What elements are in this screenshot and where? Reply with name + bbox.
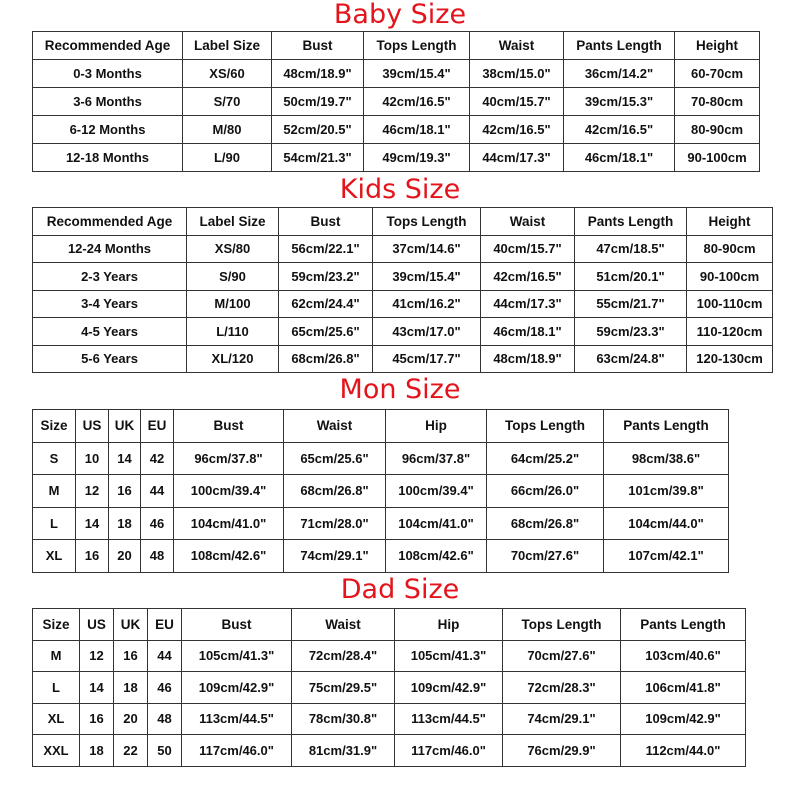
column-header: Waist xyxy=(292,609,395,641)
table-cell: 81cm/31.9" xyxy=(292,735,395,767)
column-header: Pants Length xyxy=(621,609,746,641)
table-cell: 16 xyxy=(114,640,148,672)
table-cell: 104cm/41.0" xyxy=(174,507,284,540)
table-cell: 103cm/40.6" xyxy=(621,640,746,672)
table-cell: 90-100cm xyxy=(675,144,760,172)
table-row xyxy=(33,345,773,373)
table-cell: 96cm/37.8" xyxy=(386,442,487,475)
column-header: UK xyxy=(109,410,141,443)
dad-size-table xyxy=(32,608,746,767)
table-cell: 12 xyxy=(76,475,109,508)
table-cell: 62cm/24.4" xyxy=(279,290,373,318)
baby-header-row xyxy=(33,32,760,60)
table-row xyxy=(33,703,746,735)
table-cell: 3-4 Years xyxy=(33,290,187,318)
table-cell: 70-80cm xyxy=(675,88,760,116)
table-cell: 0-3 Months xyxy=(33,60,183,88)
table-cell: 44 xyxy=(141,475,174,508)
table-cell: 51cm/20.1" xyxy=(575,263,687,291)
table-cell: 78cm/30.8" xyxy=(292,703,395,735)
table-cell: 20 xyxy=(114,703,148,735)
column-header: Label Size xyxy=(183,32,272,60)
kids-size-title: Kids Size xyxy=(339,174,461,205)
table-cell: M xyxy=(33,475,76,508)
table-row xyxy=(33,475,729,508)
table-cell: 100cm/39.4" xyxy=(386,475,487,508)
table-cell: 48 xyxy=(148,703,182,735)
table-cell: 46cm/18.1" xyxy=(364,116,470,144)
table-cell: 63cm/24.8" xyxy=(575,345,687,373)
table-cell: 120-130cm xyxy=(687,345,773,373)
table-cell: 10 xyxy=(76,442,109,475)
table-row xyxy=(33,60,760,88)
mom-header-row xyxy=(33,410,729,443)
table-cell: 104cm/44.0" xyxy=(604,507,729,540)
column-header: EU xyxy=(141,410,174,443)
table-cell: 18 xyxy=(114,672,148,704)
table-cell: 80-90cm xyxy=(675,116,760,144)
table-cell: 113cm/44.5" xyxy=(395,703,503,735)
table-cell: 59cm/23.2" xyxy=(279,263,373,291)
column-header: Hip xyxy=(386,410,487,443)
table-cell: 65cm/25.6" xyxy=(279,318,373,346)
table-cell: 74cm/29.1" xyxy=(503,703,621,735)
table-cell: 101cm/39.8" xyxy=(604,475,729,508)
kids-header-row xyxy=(33,208,773,236)
column-header: Bust xyxy=(174,410,284,443)
table-cell: 104cm/41.0" xyxy=(386,507,487,540)
table-cell: 18 xyxy=(80,735,114,767)
table-cell: 40cm/15.7" xyxy=(470,88,564,116)
table-cell: 109cm/42.9" xyxy=(182,672,292,704)
column-header: Label Size xyxy=(187,208,279,236)
dad-header-row xyxy=(33,609,746,641)
table-row xyxy=(33,442,729,475)
table-cell: 42cm/16.5" xyxy=(364,88,470,116)
table-cell: 22 xyxy=(114,735,148,767)
table-cell: 44cm/17.3" xyxy=(470,144,564,172)
mom-size-title: Mon Size xyxy=(339,374,461,405)
table-cell: M/100 xyxy=(187,290,279,318)
table-cell: 48cm/18.9" xyxy=(272,60,364,88)
column-header: Tops Length xyxy=(364,32,470,60)
table-cell: 52cm/20.5" xyxy=(272,116,364,144)
table-cell: 5-6 Years xyxy=(33,345,187,373)
table-cell: S xyxy=(33,442,76,475)
table-cell: 16 xyxy=(109,475,141,508)
table-cell: 100-110cm xyxy=(687,290,773,318)
table-cell: XL xyxy=(33,703,80,735)
table-cell: 107cm/42.1" xyxy=(604,540,729,573)
table-cell: 75cm/29.5" xyxy=(292,672,395,704)
column-header: Height xyxy=(687,208,773,236)
table-cell: 46 xyxy=(141,507,174,540)
table-cell: 98cm/38.6" xyxy=(604,442,729,475)
column-header: Pants Length xyxy=(564,32,675,60)
table-cell: 60-70cm xyxy=(675,60,760,88)
table-cell: 46cm/18.1" xyxy=(564,144,675,172)
table-cell: 113cm/44.5" xyxy=(182,703,292,735)
table-cell: 42cm/16.5" xyxy=(564,116,675,144)
table-cell: 100cm/39.4" xyxy=(174,475,284,508)
baby-size-title: Baby Size xyxy=(333,0,467,30)
column-header: Pants Length xyxy=(604,410,729,443)
table-cell: 110-120cm xyxy=(687,318,773,346)
table-cell: 55cm/21.7" xyxy=(575,290,687,318)
table-cell: L xyxy=(33,507,76,540)
table-cell: 37cm/14.6" xyxy=(373,235,481,263)
column-header: Bust xyxy=(272,32,364,60)
table-cell: 112cm/44.0" xyxy=(621,735,746,767)
table-cell: 80-90cm xyxy=(687,235,773,263)
table-cell: 117cm/46.0" xyxy=(395,735,503,767)
table-cell: 105cm/41.3" xyxy=(395,640,503,672)
column-header: Bust xyxy=(279,208,373,236)
table-row xyxy=(33,540,729,573)
table-cell: 54cm/21.3" xyxy=(272,144,364,172)
column-header: Tops Length xyxy=(487,410,604,443)
table-cell: 16 xyxy=(80,703,114,735)
table-cell: XS/60 xyxy=(183,60,272,88)
table-cell: 4-5 Years xyxy=(33,318,187,346)
table-row xyxy=(33,507,729,540)
table-cell: L/110 xyxy=(187,318,279,346)
table-row xyxy=(33,290,773,318)
column-header: Size xyxy=(33,410,76,443)
table-row xyxy=(33,116,760,144)
table-cell: 96cm/37.8" xyxy=(174,442,284,475)
table-cell: 39cm/15.4" xyxy=(373,263,481,291)
table-cell: 72cm/28.3" xyxy=(503,672,621,704)
table-row xyxy=(33,672,746,704)
table-cell: 48 xyxy=(141,540,174,573)
table-cell: 39cm/15.3" xyxy=(564,88,675,116)
table-cell: 16 xyxy=(76,540,109,573)
table-cell: 70cm/27.6" xyxy=(503,640,621,672)
table-row xyxy=(33,263,773,291)
table-cell: 108cm/42.6" xyxy=(386,540,487,573)
table-cell: 44 xyxy=(148,640,182,672)
table-cell: 90-100cm xyxy=(687,263,773,291)
column-header: Waist xyxy=(470,32,564,60)
table-cell: 14 xyxy=(76,507,109,540)
table-cell: 40cm/15.7" xyxy=(481,235,575,263)
table-cell: 41cm/16.2" xyxy=(373,290,481,318)
table-cell: 2-3 Years xyxy=(33,263,187,291)
table-cell: 43cm/17.0" xyxy=(373,318,481,346)
column-header: Waist xyxy=(481,208,575,236)
table-cell: L xyxy=(33,672,80,704)
table-cell: 70cm/27.6" xyxy=(487,540,604,573)
table-cell: 12-18 Months xyxy=(33,144,183,172)
table-cell: 18 xyxy=(109,507,141,540)
table-cell: 46 xyxy=(148,672,182,704)
table-cell: 68cm/26.8" xyxy=(487,507,604,540)
table-cell: 14 xyxy=(80,672,114,704)
table-cell: 47cm/18.5" xyxy=(575,235,687,263)
column-header: Recommended Age xyxy=(33,208,187,236)
table-row xyxy=(33,640,746,672)
column-header: Pants Length xyxy=(575,208,687,236)
table-cell: 42cm/16.5" xyxy=(481,263,575,291)
table-cell: M/80 xyxy=(183,116,272,144)
table-cell: 109cm/42.9" xyxy=(395,672,503,704)
table-cell: S/90 xyxy=(187,263,279,291)
table-cell: 6-12 Months xyxy=(33,116,183,144)
table-cell: 59cm/23.3" xyxy=(575,318,687,346)
column-header: Height xyxy=(675,32,760,60)
column-header: US xyxy=(80,609,114,641)
column-header: Hip xyxy=(395,609,503,641)
table-cell: 72cm/28.4" xyxy=(292,640,395,672)
column-header: Recommended Age xyxy=(33,32,183,60)
table-cell: 46cm/18.1" xyxy=(481,318,575,346)
table-cell: 109cm/42.9" xyxy=(621,703,746,735)
table-cell: 66cm/26.0" xyxy=(487,475,604,508)
column-header: Tops Length xyxy=(503,609,621,641)
table-row xyxy=(33,318,773,346)
table-cell: 3-6 Months xyxy=(33,88,183,116)
table-cell: 42cm/16.5" xyxy=(470,116,564,144)
table-cell: 39cm/15.4" xyxy=(364,60,470,88)
table-cell: 65cm/25.6" xyxy=(284,442,386,475)
table-cell: XL xyxy=(33,540,76,573)
table-cell: 38cm/15.0" xyxy=(470,60,564,88)
table-cell: XXL xyxy=(33,735,80,767)
table-row xyxy=(33,735,746,767)
table-cell: 68cm/26.8" xyxy=(279,345,373,373)
table-cell: 50 xyxy=(148,735,182,767)
table-cell: 12 xyxy=(80,640,114,672)
table-cell: 20 xyxy=(109,540,141,573)
column-header: EU xyxy=(148,609,182,641)
dad-size-title: Dad Size xyxy=(340,574,460,605)
table-row xyxy=(33,144,760,172)
table-cell: 106cm/41.8" xyxy=(621,672,746,704)
column-header: Size xyxy=(33,609,80,641)
table-cell: 64cm/25.2" xyxy=(487,442,604,475)
column-header: Waist xyxy=(284,410,386,443)
table-cell: 71cm/28.0" xyxy=(284,507,386,540)
table-cell: 48cm/18.9" xyxy=(481,345,575,373)
table-cell: 76cm/29.9" xyxy=(503,735,621,767)
table-cell: L/90 xyxy=(183,144,272,172)
table-cell: 105cm/41.3" xyxy=(182,640,292,672)
table-cell: XS/80 xyxy=(187,235,279,263)
table-cell: 50cm/19.7" xyxy=(272,88,364,116)
table-cell: 117cm/46.0" xyxy=(182,735,292,767)
table-cell: 45cm/17.7" xyxy=(373,345,481,373)
table-cell: 14 xyxy=(109,442,141,475)
column-header: UK xyxy=(114,609,148,641)
table-cell: S/70 xyxy=(183,88,272,116)
table-cell: 108cm/42.6" xyxy=(174,540,284,573)
table-cell: XL/120 xyxy=(187,345,279,373)
baby-size-table xyxy=(32,31,760,172)
column-header: US xyxy=(76,410,109,443)
column-header: Tops Length xyxy=(373,208,481,236)
table-cell: 44cm/17.3" xyxy=(481,290,575,318)
table-cell: 68cm/26.8" xyxy=(284,475,386,508)
kids-size-table xyxy=(32,207,773,373)
table-cell: M xyxy=(33,640,80,672)
table-row xyxy=(33,88,760,116)
table-cell: 74cm/29.1" xyxy=(284,540,386,573)
table-cell: 36cm/14.2" xyxy=(564,60,675,88)
table-cell: 49cm/19.3" xyxy=(364,144,470,172)
table-row xyxy=(33,235,773,263)
table-cell: 42 xyxy=(141,442,174,475)
table-cell: 56cm/22.1" xyxy=(279,235,373,263)
mom-size-table xyxy=(32,409,729,573)
column-header: Bust xyxy=(182,609,292,641)
table-cell: 12-24 Months xyxy=(33,235,187,263)
